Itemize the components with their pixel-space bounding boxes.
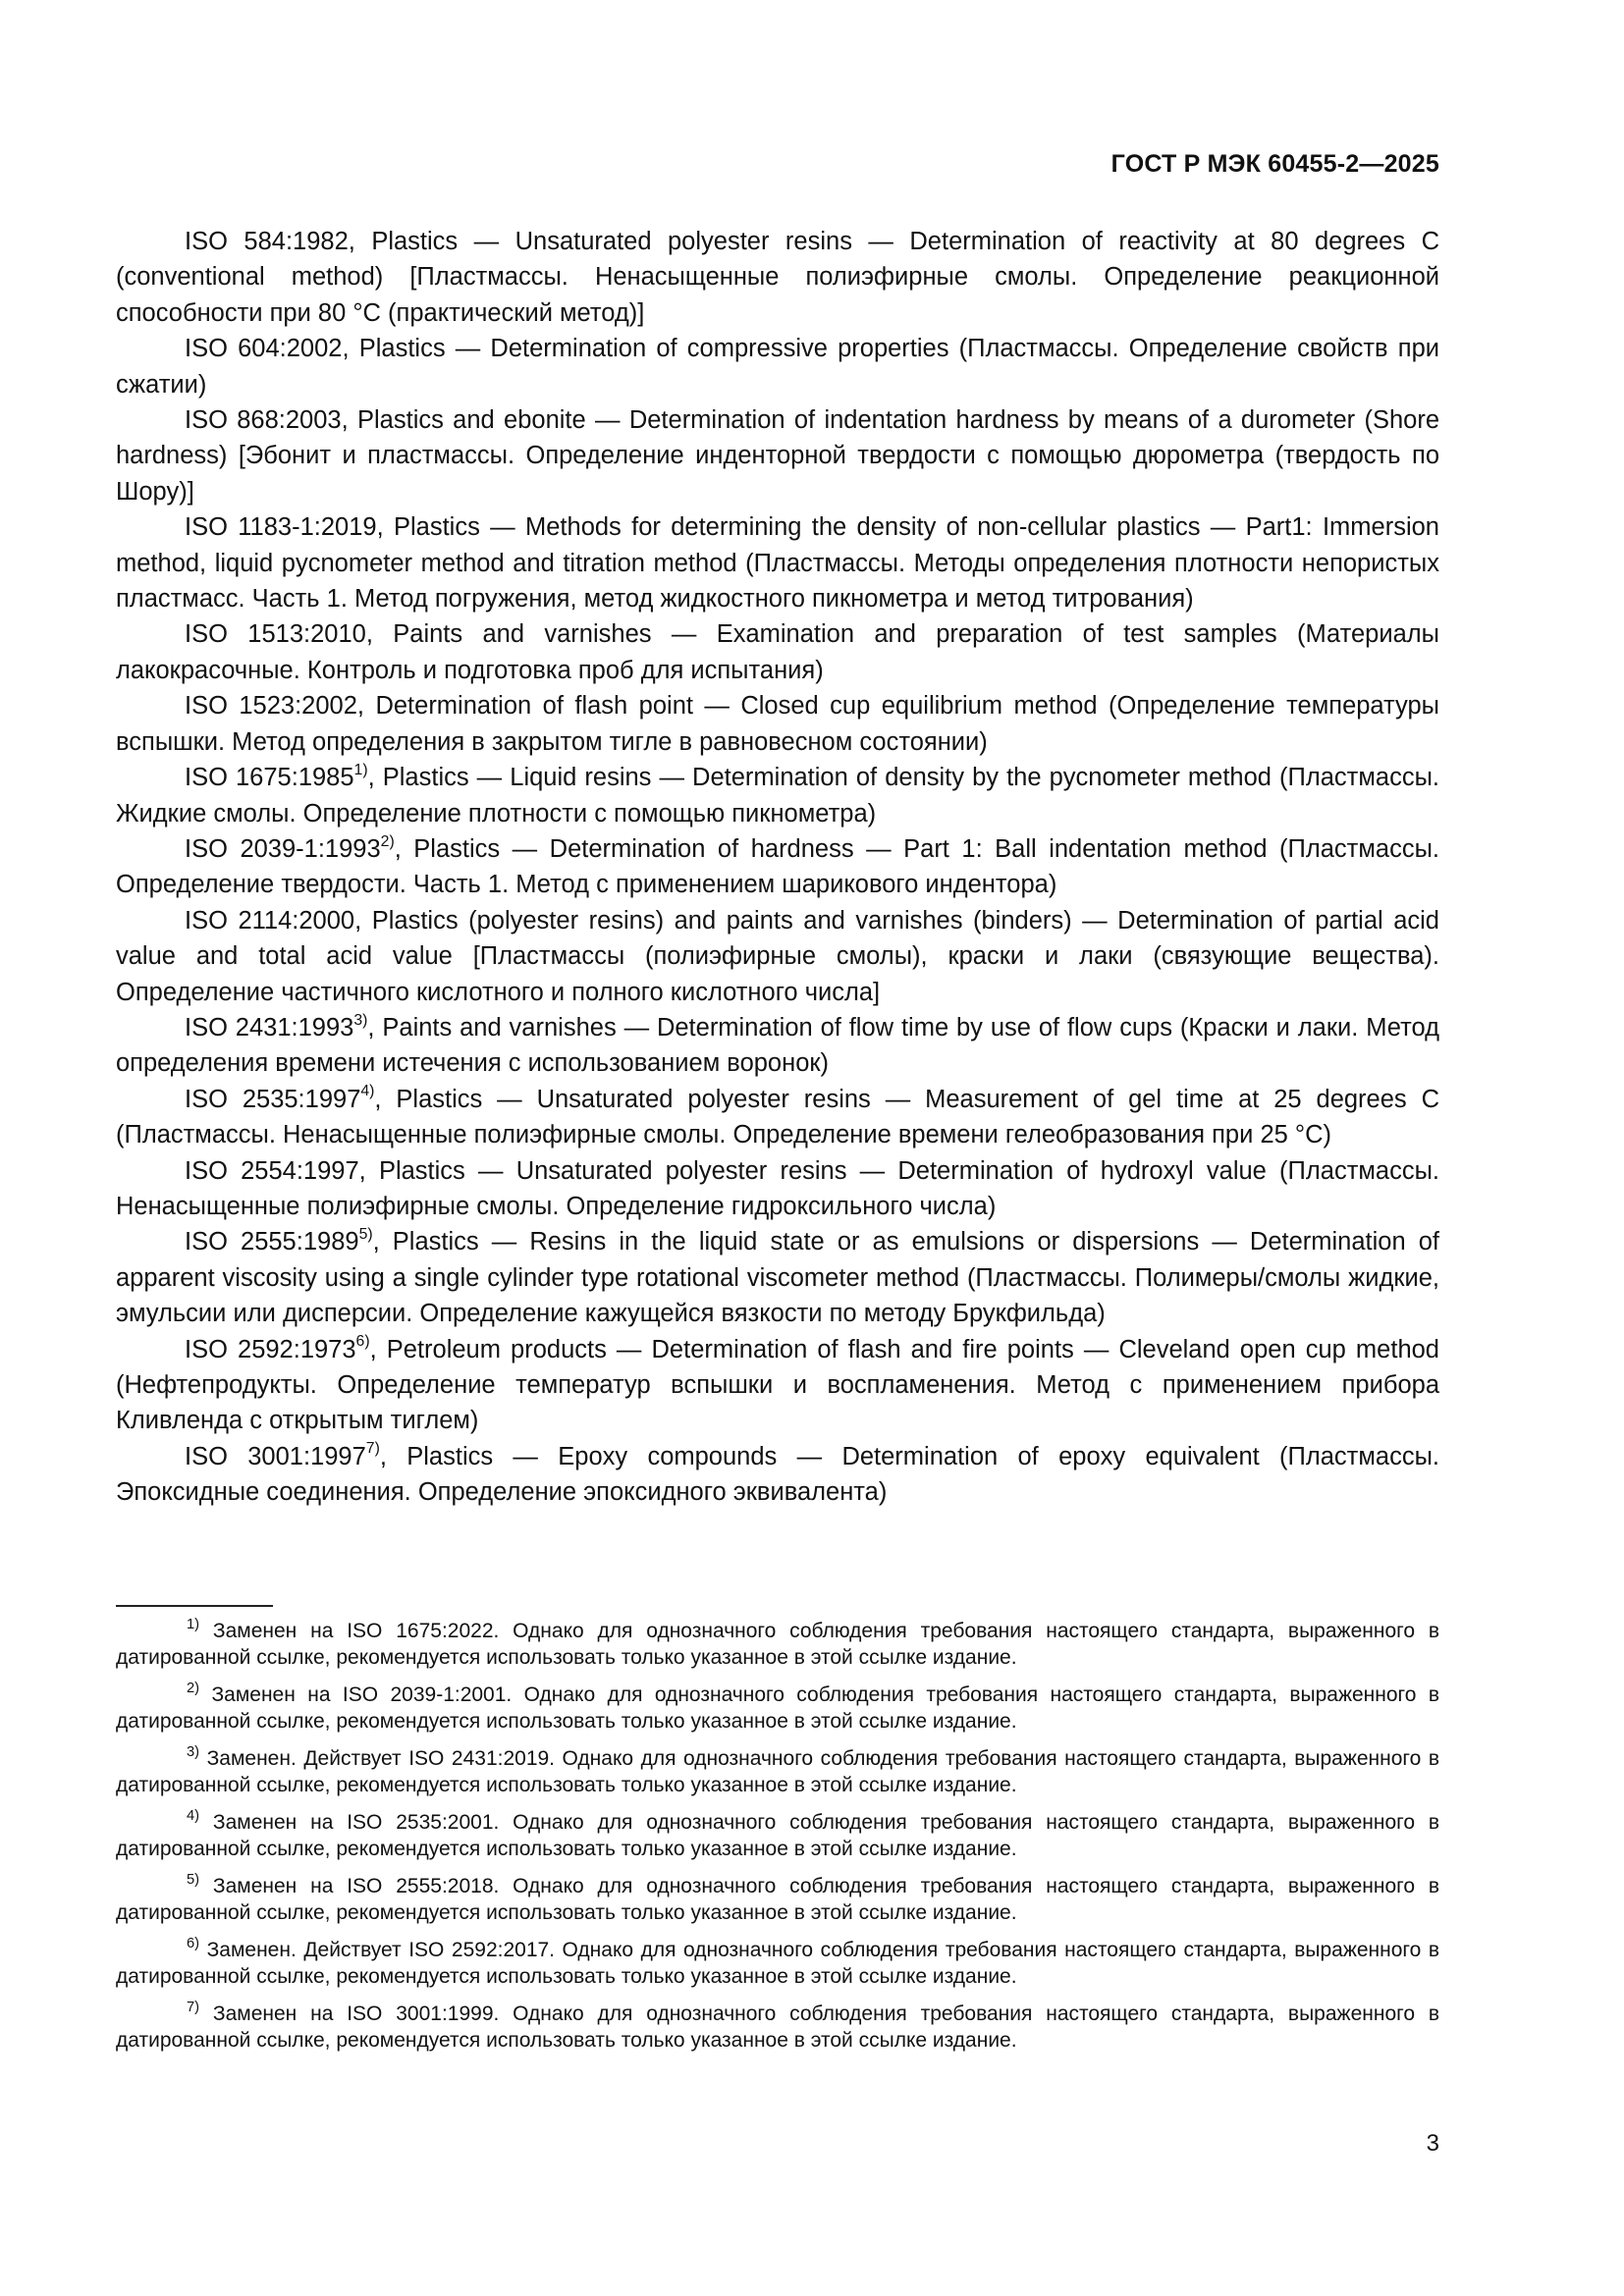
footnote: [116, 1937, 1439, 1990]
footnote-mark: 7): [365, 1440, 380, 1458]
reference-code: ISO 2592:1973: [185, 1335, 356, 1363]
reference-text: , Plastics — Determination of compressive properties (Пластмассы. Определение свойств при сжатии): [116, 335, 1439, 399]
reference-text: , Plastics — Methods for determining the density of non-cellular plastics — Part1: Immersion method, liquid pycnometer method and titration method (Пластмассы. Методы определения плотности непористых пластмасс. Часть 1. Метод погружения, метод жидкостного пикнометра и метод титрования): [116, 513, 1439, 614]
reference-code: ISO 2114:2000: [185, 906, 355, 934]
reference-code: ISO 584:1982: [185, 228, 349, 255]
reference-code: ISO 868:2003: [185, 406, 342, 435]
reference-item: [116, 831, 1439, 903]
normative-references-list: [116, 224, 1439, 1511]
footnote-mark: 6): [355, 1333, 370, 1351]
reference-item: [116, 688, 1439, 760]
reference-item: [116, 402, 1439, 509]
footnote-separator: [116, 1605, 273, 1607]
footnote-text: Заменен. Действует ISO 2592:2017. Однако для однозначного соблюдения требования настоящего стандарта, выраженного в датированной ссылке, рекомендуется использовать только указанное в этой ссылке издание.: [116, 1939, 1439, 1988]
footnote-text: Заменен на ISO 2535:2001. Однако для однозначного соблюдения требования настоящего стандарта, выраженного в датированной ссылке, рекомендуется использовать только указанное в этой ссылке издание.: [116, 1811, 1439, 1860]
reference-code: ISO 1675:1985: [185, 764, 354, 792]
footnote-text: Заменен на ISO 2555:2018. Однако для однозначного соблюдения требования настоящего стандарта, выраженного в датированной ссылке, рекомендуется использовать только указанное в этой ссылке издание.: [116, 1875, 1439, 1924]
reference-item: [116, 1153, 1439, 1225]
reference-item: [116, 903, 1439, 1010]
footnote-number: 5): [187, 1872, 200, 1889]
footnote-number: 1): [187, 1617, 200, 1633]
footnote-number: 7): [187, 2000, 200, 2016]
reference-item: [116, 1224, 1439, 1331]
reference-text: , Plastics — Liquid resins — Determination of density by the pycnometer method (Пластмассы. Жидкие смолы. Определение плотности с помощью пикнометра): [116, 764, 1439, 828]
footnote: [116, 1745, 1439, 1798]
reference-code: ISO 2554:1997: [185, 1156, 359, 1185]
page-number: 3: [1426, 2130, 1439, 2157]
reference-text: , Paints and varnishes — Examination and preparation of test samples (Материалы лакокрасочные. Контроль и подготовка проб для испытания): [116, 620, 1439, 684]
reference-text: , Plastics — Determination of hardness — Part 1: Ball indentation method (Пластмассы. Определение твердости. Часть 1. Метод с применением шарикового индентора): [116, 834, 1439, 899]
footnotes-section: [116, 1618, 1439, 2064]
footnote-number: 2): [187, 1681, 200, 1697]
footnote: [116, 2001, 1439, 2054]
reference-code: ISO 604:2002: [185, 335, 343, 363]
reference-code: ISO 1523:2002: [185, 692, 357, 721]
reference-text: , Determination of flash point — Closed cup equilibrium method (Определение температуры вспышки. Метод определения в закрытом тигле в равновесном состоянии): [116, 692, 1439, 756]
reference-item: [116, 616, 1439, 688]
reference-text: , Plastics — Unsaturated polyester resins — Determination of reactivity at 80 degrees C (conventional method) [Пластмассы. Ненасыщенные полиэфирные смолы. Определение реакционной способности при 80 °С (практический метод)]: [116, 228, 1440, 327]
footnote-text: Заменен на ISO 1675:2022. Однако для однозначного соблюдения требования настоящего стандарта, выраженного в датированной ссылке, рекомендуется использовать только указанное в этой ссылке издание.: [116, 1620, 1439, 1669]
footnote-mark: 4): [360, 1083, 375, 1100]
footnote: [116, 1618, 1439, 1671]
footnote-mark: 1): [353, 761, 368, 778]
reference-text: , Plastics — Resins in the liquid state or as emulsions or dispersions — Determination of apparent viscosity using a single cylinder type rotational viscometer method (Пластмассы. Полимеры/смолы жидкие, эмульсии или дисперсии. Определение кажущейся вязкости по методу Брукфильда): [116, 1228, 1439, 1328]
reference-text: , Plastics and ebonite — Determination of indentation hardness by means of a durometer (Shore hardness) [Эбонит и пластмассы. Определение инденторной твердости с помощью дюрометра (твердость по Шору)]: [116, 406, 1440, 506]
reference-code: ISO 1513:2010: [185, 620, 366, 649]
footnote-mark: 2): [380, 832, 395, 850]
reference-code: ISO 2555:1989: [185, 1228, 359, 1256]
document-header: ГОСТ Р МЭК 60455-2—2025: [1110, 150, 1439, 178]
reference-item: [116, 1332, 1439, 1439]
footnote-number: 3): [187, 1744, 200, 1761]
footnote: [116, 1873, 1439, 1926]
footnote-text: Заменен. Действует ISO 2431:2019. Однако для однозначного соблюдения требования настоящего стандарта, выраженного в датированной ссылке, рекомендуется использовать только указанное в этой ссылке издание.: [116, 1747, 1439, 1796]
reference-text: , Plastics — Epoxy compounds — Determination of epoxy equivalent (Пластмассы. Эпоксидные соединения. Определение эпоксидного эквивалента): [116, 1442, 1439, 1507]
reference-item: [116, 331, 1439, 402]
reference-text: , Petroleum products — Determination of flash and fire points — Cleveland open cup method (Нефтепродукты. Определение температур вспышки и воспламенения. Метод с применением прибора Кливленда с открытым тиглем): [116, 1335, 1439, 1435]
reference-code: ISO 2535:1997: [185, 1085, 361, 1113]
reference-code: ISO 2039-1:1993: [185, 834, 381, 863]
footnote-mark: 5): [358, 1226, 373, 1243]
reference-text: , Plastics (polyester resins) and paints and varnishes (binders) — Determination of partial acid value and total acid value [Пластмассы (полиэфирные смолы), краски и лаки (связующие вещества). Определение частичного кислотного и полного кислотного числа]: [116, 906, 1439, 1006]
reference-item: [116, 1010, 1439, 1082]
reference-item: [116, 509, 1439, 616]
reference-item: [116, 1082, 1439, 1153]
reference-item: [116, 1439, 1439, 1511]
reference-text: , Paints and varnishes — Determination of flow time by use of flow cups (Краски и лаки. Метод определения времени истечения с использованием воронок): [116, 1013, 1439, 1078]
footnote-number: 4): [187, 1808, 200, 1825]
reference-item: [116, 760, 1439, 831]
footnote-text: Заменен на ISO 2039-1:2001. Однако для однозначного соблюдения требования настоящего стандарта, выраженного в датированной ссылке, рекомендуется использовать только указанное в этой ссылке издание.: [116, 1683, 1439, 1733]
footnote-mark: 3): [353, 1011, 368, 1029]
reference-code: ISO 3001:1997: [185, 1442, 366, 1470]
reference-code: ISO 2431:1993: [185, 1013, 354, 1041]
footnote: [116, 1809, 1439, 1862]
footnote-text: Заменен на ISO 3001:1999. Однако для однозначного соблюдения требования настоящего стандарта, выраженного в датированной ссылке, рекомендуется использовать только указанное в этой ссылке издание.: [116, 2002, 1439, 2052]
reference-text: , Plastics — Unsaturated polyester resins — Determination of hydroxyl value (Пластмассы. Ненасыщенные полиэфирные смолы. Определение гидроксильного числа): [116, 1156, 1439, 1220]
reference-item: [116, 224, 1439, 331]
footnote-number: 6): [187, 1936, 200, 1952]
reference-text: , Plastics — Unsaturated polyester resins — Measurement of gel time at 25 degrees C (Пластмассы. Ненасыщенные полиэфирные смолы. Определение времени гелеобразования при 25 °С): [116, 1085, 1439, 1149]
reference-code: ISO 1183-1:2019: [185, 513, 377, 542]
footnote: [116, 1682, 1439, 1735]
